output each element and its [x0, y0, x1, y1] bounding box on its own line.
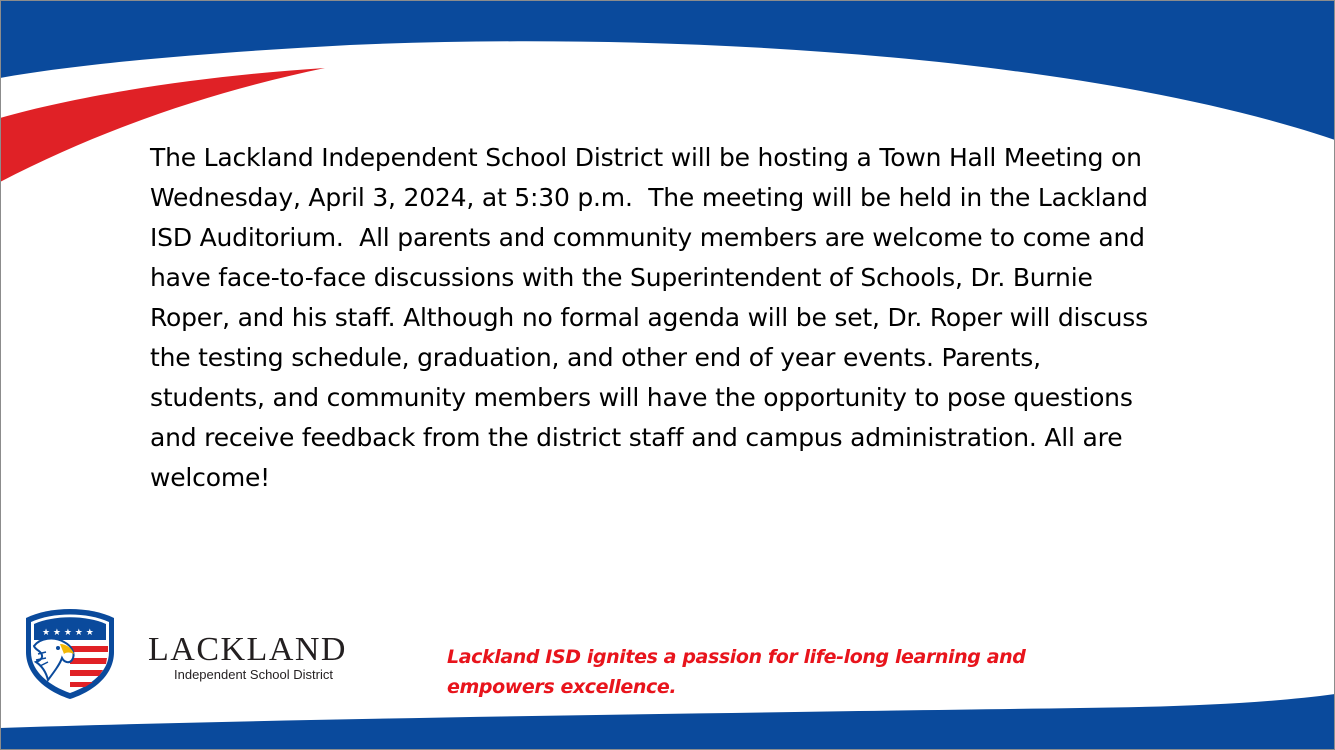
eagle-shield-logo [20, 602, 120, 700]
announcement-text: The Lackland Independent School District will be hosting a Town Hall Meeting on Wednesday, April 3, 2024, at 5:30 p.m. The meeting will be held in the Lackland ISD Auditorium. All parents and community members are welcome to come and have face-to-face discussions with the Superintendent of Schools, Dr. Burnie Roper, and his staff. Although no formal agenda will be set, Dr. Roper will discuss the testing schedule, graduation, and other end of year events. Parents, students, and community members will have the opportunity to pose questions and receive feedback from the district staff and campus administration. All are welcome! [150, 143, 1156, 492]
bottom-blue-swoosh [0, 694, 1335, 750]
brand-subtitle: Independent School District [174, 667, 333, 682]
svg-text:★ ★ ★ ★ ★: ★ ★ ★ ★ ★ [42, 628, 94, 638]
top-blue-swoosh [0, 0, 1335, 140]
tagline: Lackland ISD ignites a passion for life-long learning and empowers excellence. [447, 646, 1026, 698]
brand-name: LACKLAND [148, 631, 347, 668]
